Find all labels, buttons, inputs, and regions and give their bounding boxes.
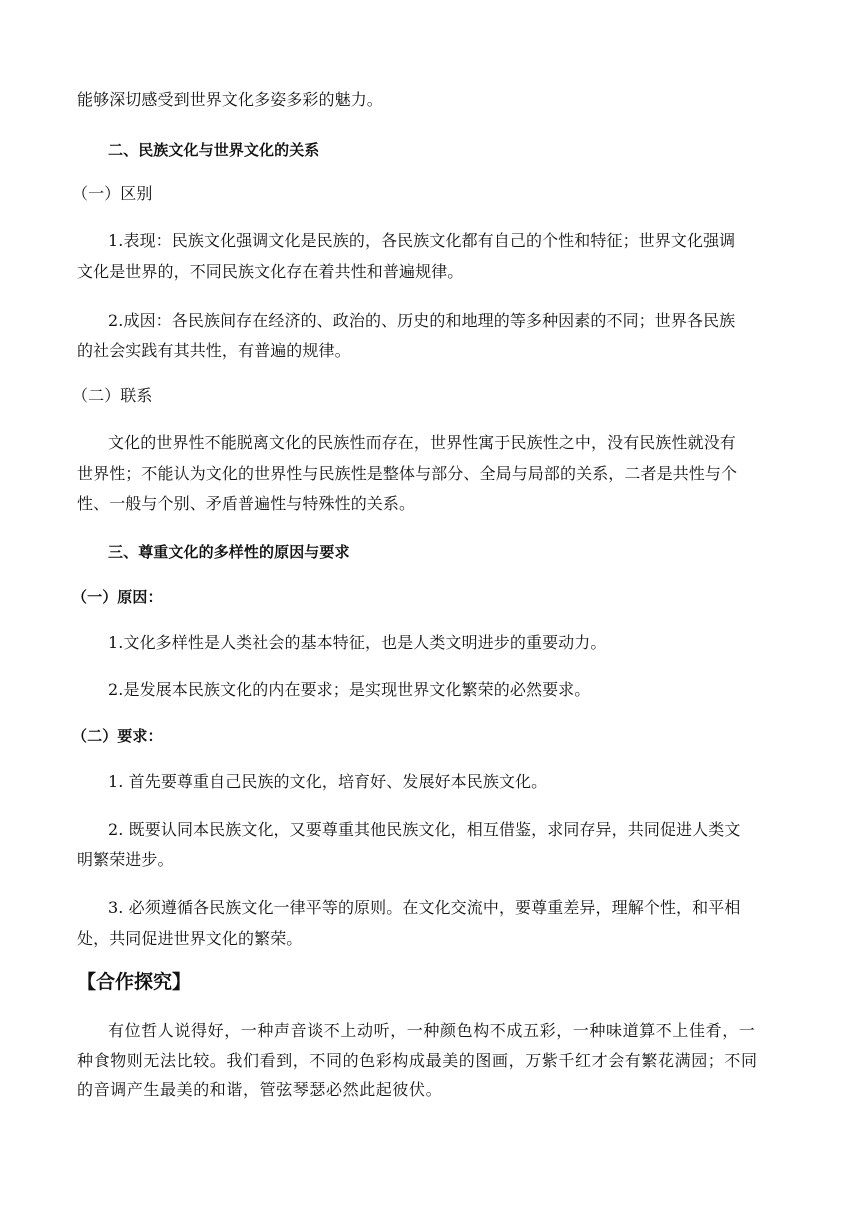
reason-item-2: 2.是发展本民族文化的内在要求；是实现世界文化繁荣的必然要求。 — [108, 680, 591, 699]
connection-line-2: 世界性；不能认为文化的世界性与民族性是整体与部分、全局与局部的关系，二者是共性与个 — [77, 464, 738, 483]
paragraph-continuation: 能够深切感受到世界文化多姿多彩的魅力。 — [77, 90, 383, 109]
requirement-item-2-line-1: 2. 既要认同本民族文化，又要尊重其他民族文化，相互借鉴，求同存异，共同促进人类文 — [108, 820, 741, 839]
requirement-item-2-line-2: 明繁荣进步。 — [77, 850, 174, 869]
reason-item-1: 1.文化多样性是人类社会的基本特征，也是人类文明进步的重要动力。 — [108, 633, 607, 652]
cooperation-line-3: 的音调产生最美的和谐，管弦琴瑟必然此起彼伏。 — [77, 1080, 443, 1099]
subsection-heading-connection: （二）联系 — [72, 386, 153, 405]
connection-line-3: 性、一般与个别、矛盾普遍性与特殊性的关系。 — [77, 494, 416, 513]
cooperation-line-2: 种食物则无法比较。我们看到，不同的色彩构成最美的图画，万紫千红才会有繁花满园；不同 — [77, 1051, 758, 1070]
cooperation-heading: 【合作探究】 — [77, 971, 192, 993]
requirement-item-3-line-1: 3. 必须遵循各民族文化一律平等的原则。在文化交流中，要尊重差异，理解个性，和平相 — [108, 898, 741, 917]
requirement-item-3-line-2: 处，共同促进世界文化的繁荣。 — [77, 929, 303, 948]
reason-heading: （一）原因： — [72, 588, 163, 606]
cooperation-line-1: 有位哲人说得好，一种声音谈不上动听，一种颜色构不成五彩，一种味道算不上佳肴，一 — [108, 1021, 756, 1040]
connection-line-1: 文化的世界性不能脱离文化的民族性而存在，世界性寓于民族性之中，没有民族性就没有 — [108, 433, 736, 452]
difference-item-1-line-2: 文化是世界的，不同民族文化存在着共性和普遍规律。 — [77, 262, 464, 281]
section-heading-3: 三、尊重文化的多样性的原因与要求 — [108, 543, 350, 561]
requirement-item-1: 1. 首先要尊重自己民族的文化，培育好、发展好本民族文化。 — [108, 772, 548, 791]
difference-item-2-line-2: 的社会实践有其共性，有普遍的规律。 — [77, 341, 351, 360]
section-heading-2: 二、民族文化与世界文化的关系 — [108, 141, 320, 159]
difference-item-2-line-1: 2.成因：各民族间存在经济的、政治的、历史的和地理的等多种因素的不同；世界各民族 — [108, 311, 736, 330]
requirement-heading: （二）要求： — [72, 727, 163, 745]
subsection-heading-difference: （一）区别 — [72, 184, 153, 203]
difference-item-1-line-1: 1.表现：民族文化强调文化是民族的，各民族文化都有自己的个性和特征；世界文化强调 — [108, 231, 736, 250]
